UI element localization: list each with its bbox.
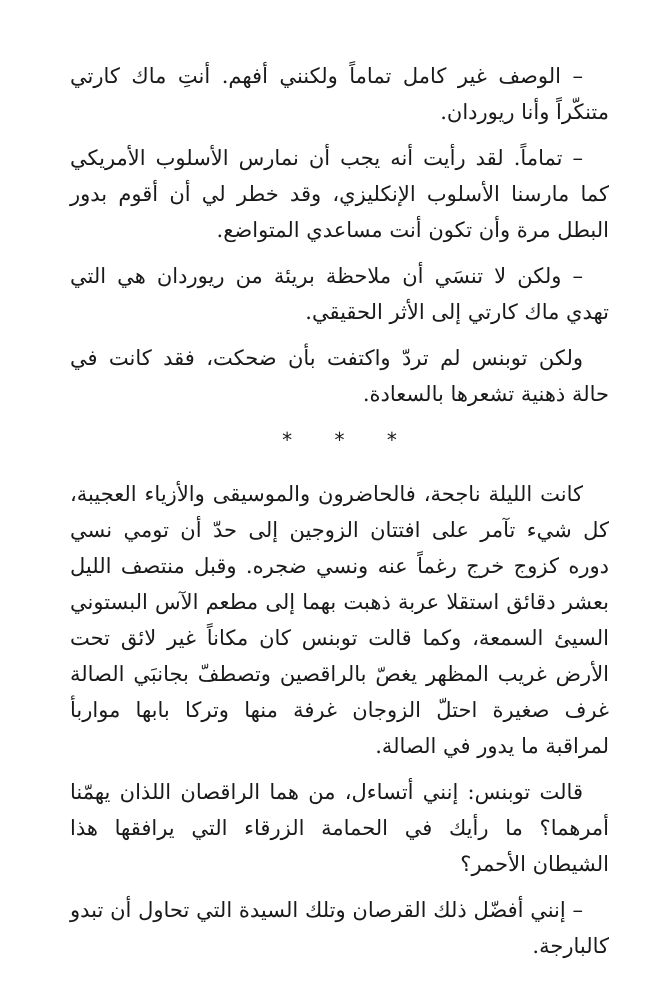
book-page bbox=[70, 58, 609, 974]
paragraph-narration-2: كانت الليلة ناجحة، فالحاضرون والموسيقى والأزياء العجيبة، كل شيء تآمر على افتتان الزوجين إلى حدّ أن تومي نسي دوره كزوج خرج رغماً عنه ونسي ضجره. وقبل منتصف الليل بعشر دقائق استقلا عربة ذهبت بهما إلى مطعم الآس البستوني السيئ السمعة، وكما قالت توبنس كان مكاناً غير لائق تحت الأرض غريب المظهر يغصّ بالراقصين وتصطفّ بجانبَي الصالة غرف صغيرة احتلّ الزوجان غرفة منها وتركا بابها مواربأ لمراقبة ما يدور في الصالة. bbox=[70, 482, 610, 758]
paragraph-dialog-1: – الوصف غير كامل تماماً ولكنني أفهم. أنتِ ماك كارتي متنكّراً وأنا ريوردان. bbox=[70, 64, 609, 124]
paragraph-dialog-3: – ولكن لا تنسَي أن ملاحظة بريئة من ريوردان هي التي تهدي ماك كارتي إلى الأثر الحقيقي. bbox=[70, 264, 609, 324]
paragraph-narration-3: قالت توبنس: إنني أتساءل، من هما الراقصان اللذان يهمّنا أمرهما؟ ما رأيك في الحمامة الزرقاء التي يرافقها هذا الشيطان الأحمر؟ bbox=[70, 780, 609, 876]
section-separator: * * * bbox=[282, 428, 415, 452]
paragraph-dialog-2: – تماماً. لقد رأيت أنه يجب أن نمارس الأسلوب الأمريكي كما مارسنا الأسلوب الإنكليزي، وقد خطر لي أن أقوم بدور البطل مرة وأن تكون أنت مساعدي المتواضع. bbox=[70, 146, 609, 242]
paragraph-dialog-4: – إنني أفضّل ذلك القرصان وتلك السيدة التي تحاول أن تبدو كالبارجة. bbox=[70, 898, 609, 958]
paragraph-narration-1: ولكن توبنس لم تردّ واكتفت بأن ضحكت، فقد كانت في حالة ذهنية تشعرها بالسعادة. bbox=[70, 346, 609, 406]
